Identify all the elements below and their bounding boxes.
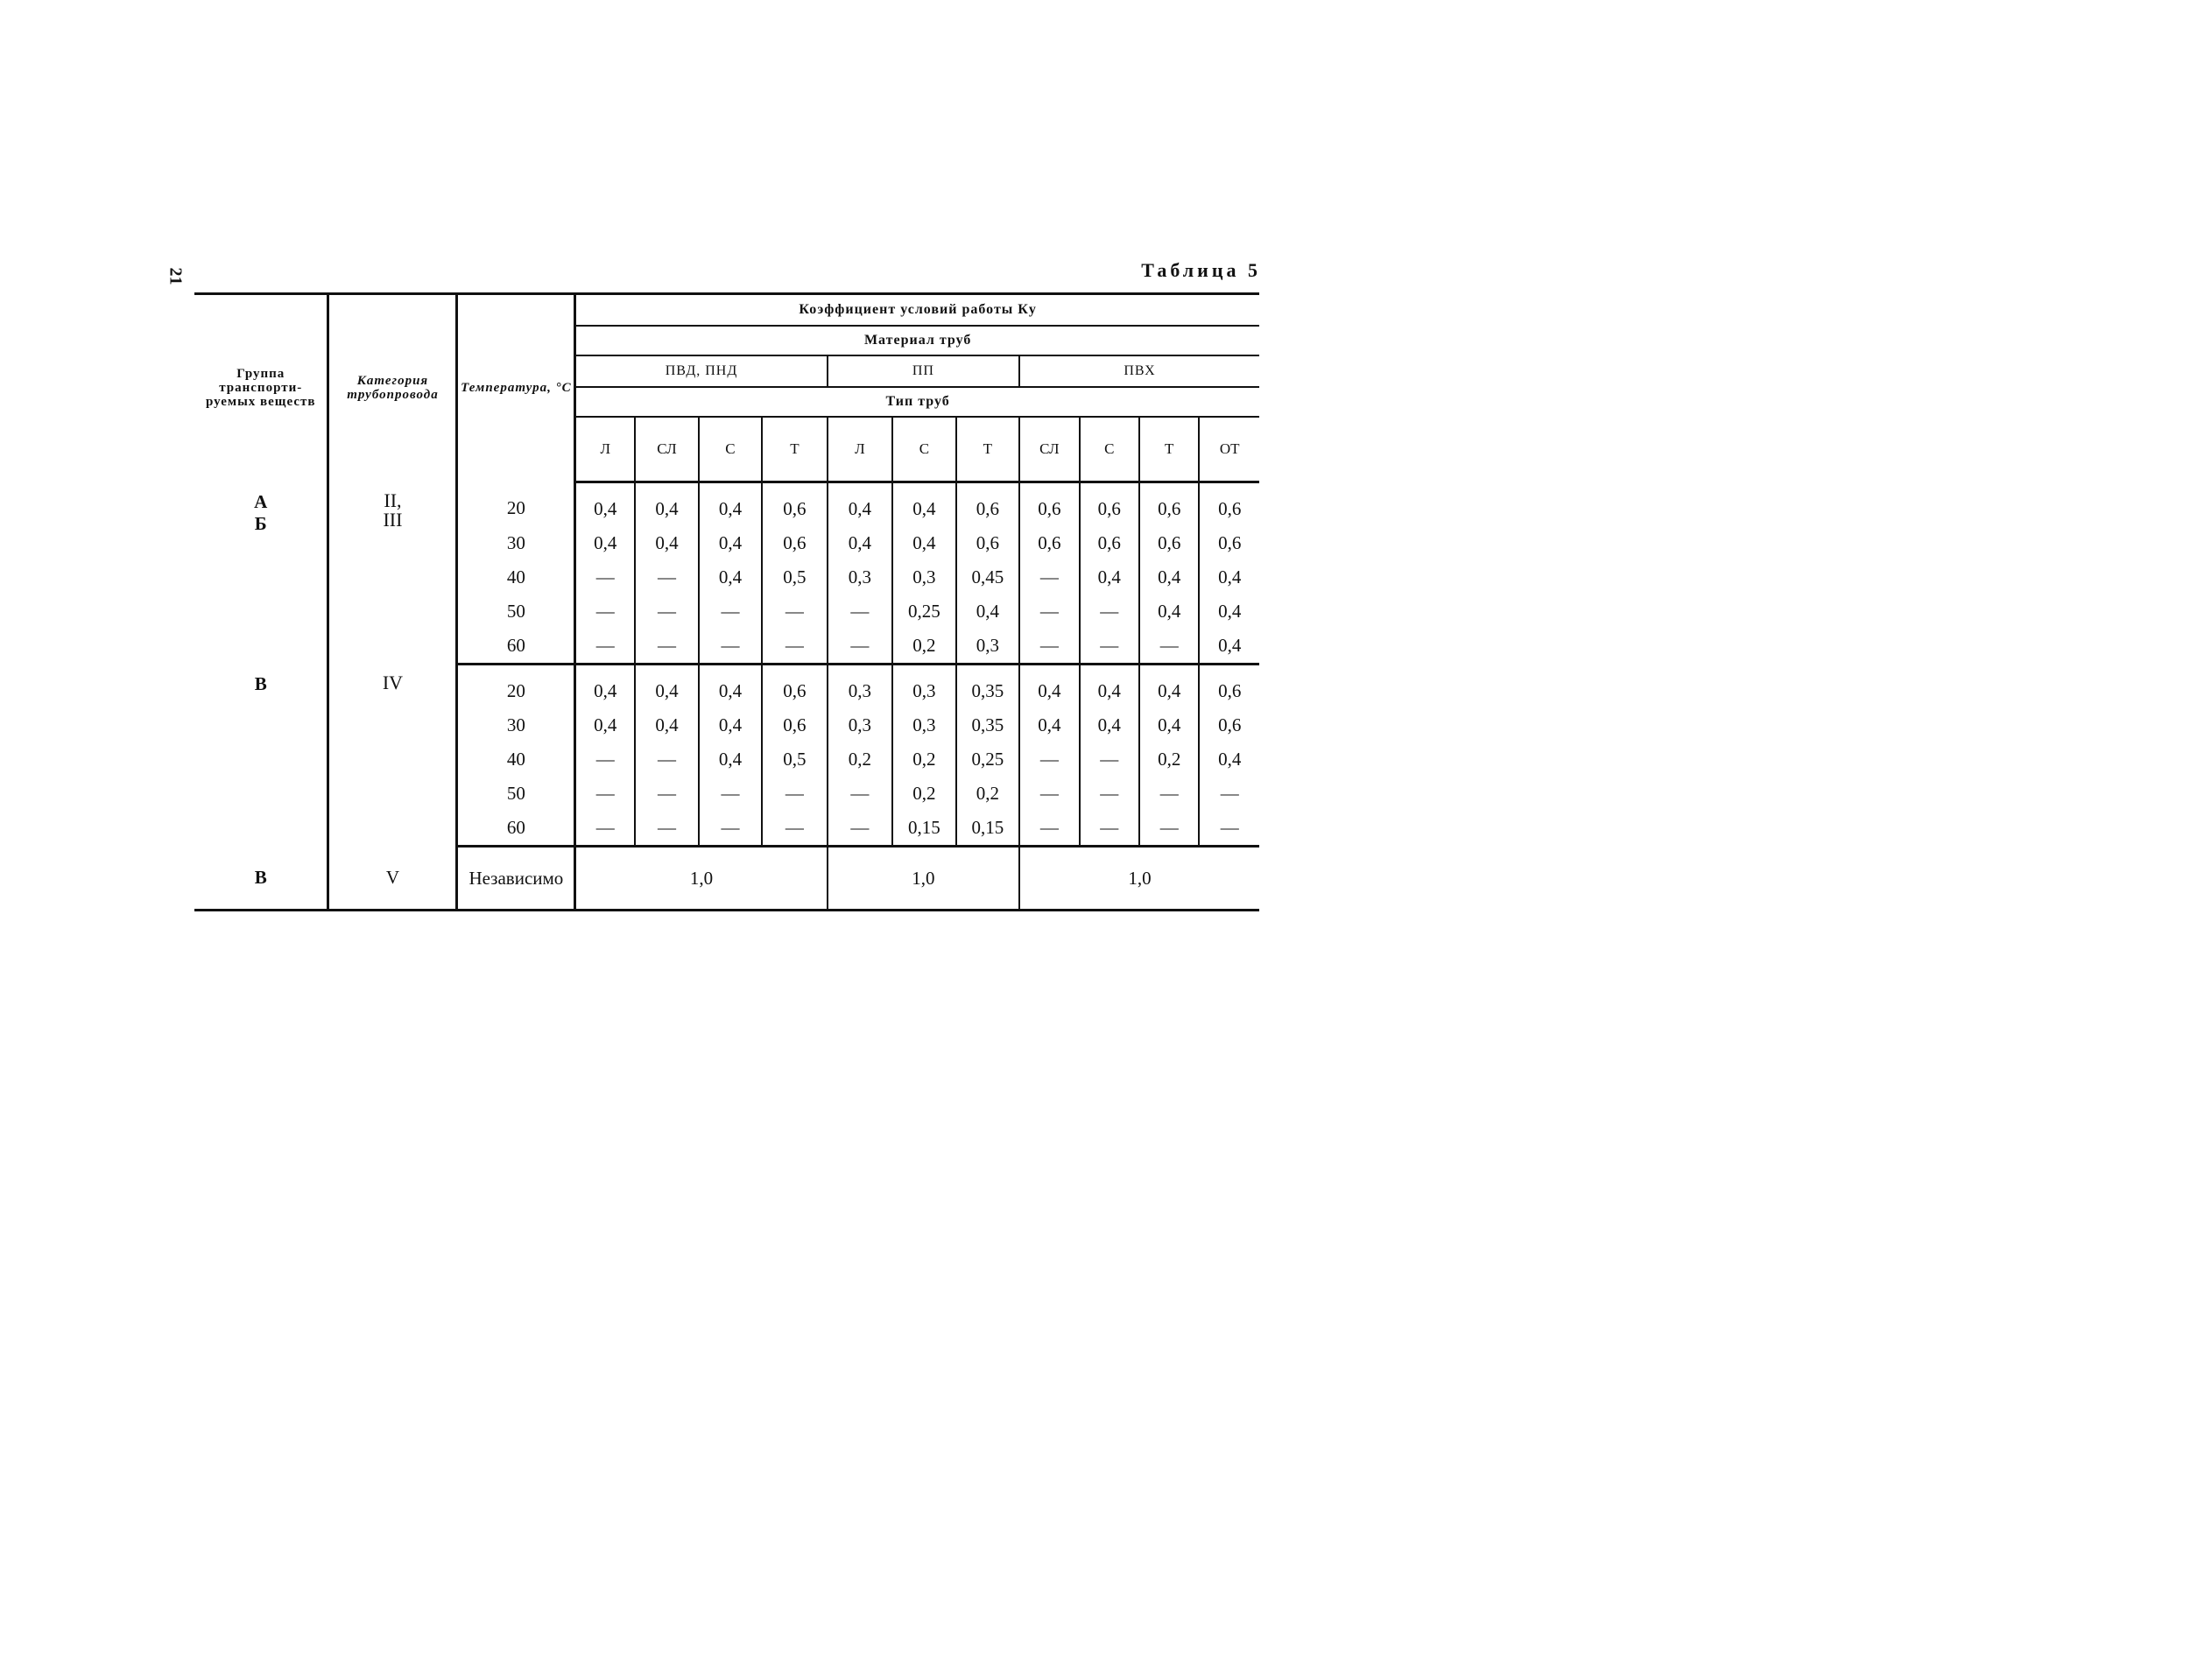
table-row [194,482,1259,527]
coefficient-cell: 0,4 [699,665,762,709]
ky-table-container [194,292,1259,911]
table-row [194,665,1259,709]
pipe-type-header: СЛ [1019,417,1079,482]
coefficient-cell: 0,4 [699,560,762,594]
coefficient-cell: 0,2 [892,629,955,665]
coefficient-cell: — [1080,811,1139,847]
coefficient-cell: 0,4 [1080,560,1139,594]
coefficient-cell: 0,4 [1080,708,1139,742]
header-category: Категория трубопровода [328,294,457,482]
coefficient-cell: — [575,777,635,811]
coefficient-cell: — [828,777,892,811]
coefficient-cell: 0,4 [1019,665,1079,709]
coefficient-cell: 1,0 [828,847,1019,911]
coefficient-cell: 0,6 [762,526,827,560]
coefficient-cell: 0,4 [575,482,635,527]
coefficient-cell: — [1139,777,1199,811]
coefficient-cell: 0,6 [1080,526,1139,560]
coefficient-cell: 0,3 [892,560,955,594]
coefficient-cell: — [762,594,827,629]
coefficient-cell: 0,4 [635,665,698,709]
coefficient-cell: — [1199,811,1259,847]
coefficient-cell: 0,4 [892,482,955,527]
coefficient-cell: 0,6 [762,708,827,742]
coefficient-cell: 0,4 [1199,629,1259,665]
ky-coefficient-table [194,292,1259,911]
temperature-cell: 30 [457,708,575,742]
coefficient-cell: 0,4 [1199,560,1259,594]
coefficient-cell: — [1139,629,1199,665]
pipe-type-header: СЛ [635,417,698,482]
coefficient-cell: 0,6 [762,482,827,527]
coefficient-cell: 0,3 [828,708,892,742]
coefficient-cell: 0,4 [828,526,892,560]
coefficient-cell: — [699,777,762,811]
coefficient-cell: 0,4 [1139,594,1199,629]
coefficient-cell: — [635,594,698,629]
pipe-type-header: Т [956,417,1019,482]
coefficient-cell: 0,3 [892,665,955,709]
pipe-type-header: С [892,417,955,482]
coefficient-cell: 0,3 [828,665,892,709]
coefficient-cell: 0,15 [892,811,955,847]
coefficient-cell: 0,5 [762,560,827,594]
coefficient-cell: 0,4 [575,526,635,560]
coefficient-cell: — [1019,742,1079,777]
header-temperature: Температура, °С [457,294,575,482]
page-number: 21 [166,267,186,285]
pipe-type-header: Л [575,417,635,482]
temperature-cell: 60 [457,811,575,847]
pipe-type-header: Т [1139,417,1199,482]
coefficient-cell: 0,4 [956,594,1019,629]
pipe-type-header: Л [828,417,892,482]
category-cell: V [328,847,457,911]
header-group: Группа транспорти-руемых веществ [206,367,316,409]
coefficient-cell: 0,4 [1199,742,1259,777]
coefficient-cell: 0,4 [635,482,698,527]
coefficient-cell: — [762,777,827,811]
coefficient-cell: — [575,629,635,665]
coefficient-cell: 0,25 [956,742,1019,777]
coefficient-cell: 0,3 [956,629,1019,665]
coefficient-cell: 0,6 [1019,526,1079,560]
coefficient-cell: 1,0 [575,847,828,911]
coefficient-cell: — [1080,777,1139,811]
coefficient-cell: 0,4 [1199,594,1259,629]
coefficient-cell: — [1019,629,1079,665]
pipe-type-header: ОТ [1199,417,1259,482]
material-pvh: ПВХ [1019,355,1259,387]
coefficient-cell: 0,2 [956,777,1019,811]
coefficient-cell: — [1019,777,1079,811]
coefficient-cell: — [699,594,762,629]
coefficient-cell: 0,6 [1139,526,1199,560]
temperature-cell: 20 [457,482,575,527]
coefficient-cell: — [762,629,827,665]
coefficient-cell: 0,6 [1199,482,1259,527]
category-cell: II, III [328,482,457,665]
temperature-cell: Независимо [457,847,575,911]
coefficient-cell: — [1080,594,1139,629]
coefficient-cell: 0,4 [1080,665,1139,709]
category-cell: IV [328,665,457,847]
pipe-type-header: С [699,417,762,482]
coefficient-cell: 0,4 [699,526,762,560]
coefficient-cell: — [828,594,892,629]
coefficient-cell: 0,2 [892,742,955,777]
coefficient-cell: — [1019,594,1079,629]
coefficient-cell: 0,4 [892,526,955,560]
coefficient-cell: 0,4 [575,708,635,742]
group-cell: В [254,866,267,888]
coefficient-cell: 0,4 [1019,708,1079,742]
coefficient-cell: 0,4 [699,708,762,742]
coefficient-cell: 0,6 [762,665,827,709]
coefficient-cell: 0,3 [892,708,955,742]
temperature-cell: 40 [457,560,575,594]
temperature-cell: 50 [457,777,575,811]
coefficient-cell: — [1080,629,1139,665]
coefficient-cell: 0,4 [635,708,698,742]
pipe-type-header: Т [762,417,827,482]
coefficient-cell: 0,35 [956,708,1019,742]
header-material: Материал труб [575,326,1259,355]
coefficient-cell: — [1199,777,1259,811]
coefficient-cell: 0,6 [1199,526,1259,560]
group-cell: В [254,672,267,694]
coefficient-cell: 0,4 [575,665,635,709]
coefficient-cell: — [828,811,892,847]
coefficient-cell: — [635,560,698,594]
coefficient-cell: — [699,811,762,847]
coefficient-cell: 0,4 [1139,665,1199,709]
table-caption: Таблица 5 [1141,259,1261,281]
coefficient-cell: — [575,594,635,629]
coefficient-cell: 0,2 [1139,742,1199,777]
coefficient-cell: 0,2 [828,742,892,777]
coefficient-cell: — [635,777,698,811]
table-row [194,847,1259,911]
coefficient-cell: — [1019,811,1079,847]
coefficient-cell: 0,5 [762,742,827,777]
coefficient-cell: — [635,811,698,847]
header-pipe-type: Тип труб [575,387,1259,417]
coefficient-cell: 0,6 [1199,708,1259,742]
coefficient-cell: 0,4 [699,482,762,527]
coefficient-cell: 0,6 [1019,482,1079,527]
coefficient-cell: 0,6 [956,482,1019,527]
coefficient-cell: 0,6 [956,526,1019,560]
coefficient-cell: 1,0 [1019,847,1259,911]
coefficient-cell: 0,4 [828,482,892,527]
coefficient-cell: 0,4 [699,742,762,777]
coefficient-cell: — [699,629,762,665]
coefficient-cell: 0,4 [635,526,698,560]
material-pvd-pnd: ПВД, ПНД [575,355,828,387]
temperature-cell: 60 [457,629,575,665]
header-coefficient: Коэффициент условий работы Кy [575,294,1259,327]
temperature-cell: 30 [457,526,575,560]
pipe-type-header: С [1080,417,1139,482]
coefficient-cell: 0,45 [956,560,1019,594]
coefficient-cell: — [575,742,635,777]
group-cell: А Б [254,490,268,534]
coefficient-cell: — [1080,742,1139,777]
coefficient-cell: — [635,629,698,665]
coefficient-cell: 0,15 [956,811,1019,847]
temperature-cell: 50 [457,594,575,629]
temperature-cell: 20 [457,665,575,709]
coefficient-cell: — [635,742,698,777]
coefficient-cell: 0,6 [1080,482,1139,527]
coefficient-cell: 0,6 [1139,482,1199,527]
coefficient-cell: 0,35 [956,665,1019,709]
temperature-cell: 40 [457,742,575,777]
coefficient-cell: 0,3 [828,560,892,594]
coefficient-cell: 0,25 [892,594,955,629]
coefficient-cell: 0,4 [1139,708,1199,742]
coefficient-cell: — [1139,811,1199,847]
coefficient-cell: — [575,811,635,847]
coefficient-cell: — [828,629,892,665]
material-pp: ПП [828,355,1019,387]
coefficient-cell: 0,4 [1139,560,1199,594]
coefficient-cell: 0,2 [892,777,955,811]
coefficient-cell: — [762,811,827,847]
coefficient-cell: — [575,560,635,594]
coefficient-cell: 0,6 [1199,665,1259,709]
coefficient-cell: — [1019,560,1079,594]
